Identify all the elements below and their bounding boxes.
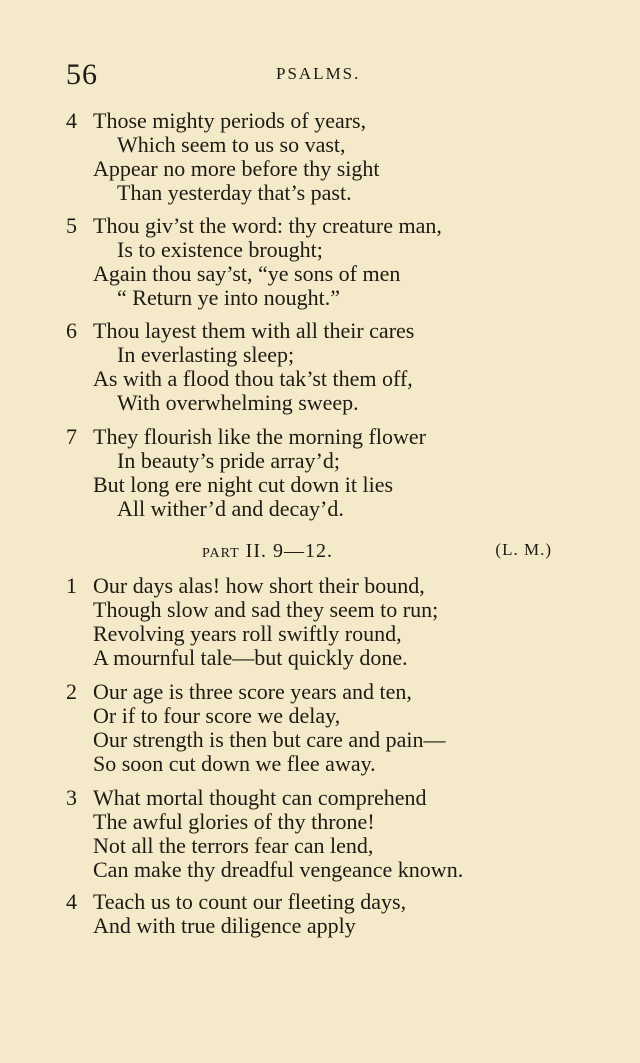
verse-line: Again thou say’st, “ye sons of men <box>93 261 401 286</box>
stanza-1 <box>66 574 586 670</box>
page-number: 56 <box>66 58 98 91</box>
stanza-5 <box>66 214 586 310</box>
verse-line: 1 Our days alas! how short their bound, <box>66 573 425 598</box>
verse-line: Than yesterday that’s past. <box>117 180 352 205</box>
verse-line: The awful glories of thy throne! <box>93 809 375 834</box>
stanza-6 <box>66 319 586 415</box>
stanza-number: 6 <box>66 318 77 343</box>
stanza-number: 5 <box>66 213 77 238</box>
stanza-7 <box>66 425 586 521</box>
verse-line: “ Return ye into nought.” <box>117 285 341 310</box>
page-header <box>66 58 586 98</box>
verse-line: 5 Thou giv’st the word: thy creature man, <box>66 213 442 238</box>
stanza-number: 3 <box>66 785 77 810</box>
verse-line: 4 Teach us to count our fleeting days, <box>66 889 407 914</box>
stanza-4 <box>66 109 586 205</box>
verse-line: So soon cut down we flee away. <box>93 751 376 776</box>
verse-line: Not all the terrors fear can lend, <box>93 833 374 858</box>
verse-line: All wither’d and decay’d. <box>117 496 344 521</box>
verse-line: 4 Those mighty periods of years, <box>66 108 367 133</box>
verse-line: Revolving years roll swiftly round, <box>93 621 402 646</box>
verse-line: Or if to four score we delay, <box>93 703 341 728</box>
running-head: PSALMS. <box>276 64 361 83</box>
verse-line: 7 They flourish like the morning flower <box>66 424 426 449</box>
verse-line: Which seem to us so vast, <box>117 132 346 157</box>
verse-line: 6 Thou layest them with all their cares <box>66 318 415 343</box>
part-title: II. 9—12. <box>245 540 333 562</box>
meter-label: (L. M.) <box>495 540 552 559</box>
verse-line: Is to existence brought; <box>117 237 323 262</box>
stanza-number: 4 <box>66 889 77 914</box>
stanza-3 <box>66 786 586 882</box>
part-prefix: PART <box>202 546 240 561</box>
stanza-number: 2 <box>66 679 77 704</box>
verse-line: In everlasting sleep; <box>117 342 295 367</box>
verse-line: In beauty’s pride array’d; <box>117 448 340 473</box>
verse-line: Can make thy dreadful vengeance known. <box>93 857 464 882</box>
verse-line: Though slow and sad they seem to run; <box>93 597 439 622</box>
verse-line: A mournful tale—but quickly done. <box>93 645 408 670</box>
verse-line: 2 Our age is three score years and ten, <box>66 679 412 704</box>
stanza-number: 1 <box>66 573 77 598</box>
verse-line: With overwhelming sweep. <box>117 390 359 415</box>
stanza-number: 4 <box>66 108 77 133</box>
stanza-4-part-ii <box>66 890 586 938</box>
part-heading <box>66 540 552 568</box>
stanza-number: 7 <box>66 424 77 449</box>
verse-line: As with a flood thou tak’st them off, <box>93 366 413 391</box>
verse-line: Our strength is then but care and pain— <box>93 727 446 752</box>
verse-line: 3 What mortal thought can comprehend <box>66 785 427 810</box>
verse-line: And with true diligence apply <box>93 913 356 938</box>
stanza-2 <box>66 680 586 776</box>
verse-line: But long ere night cut down it lies <box>93 472 394 497</box>
verse-line: Appear no more before thy sight <box>93 156 380 181</box>
